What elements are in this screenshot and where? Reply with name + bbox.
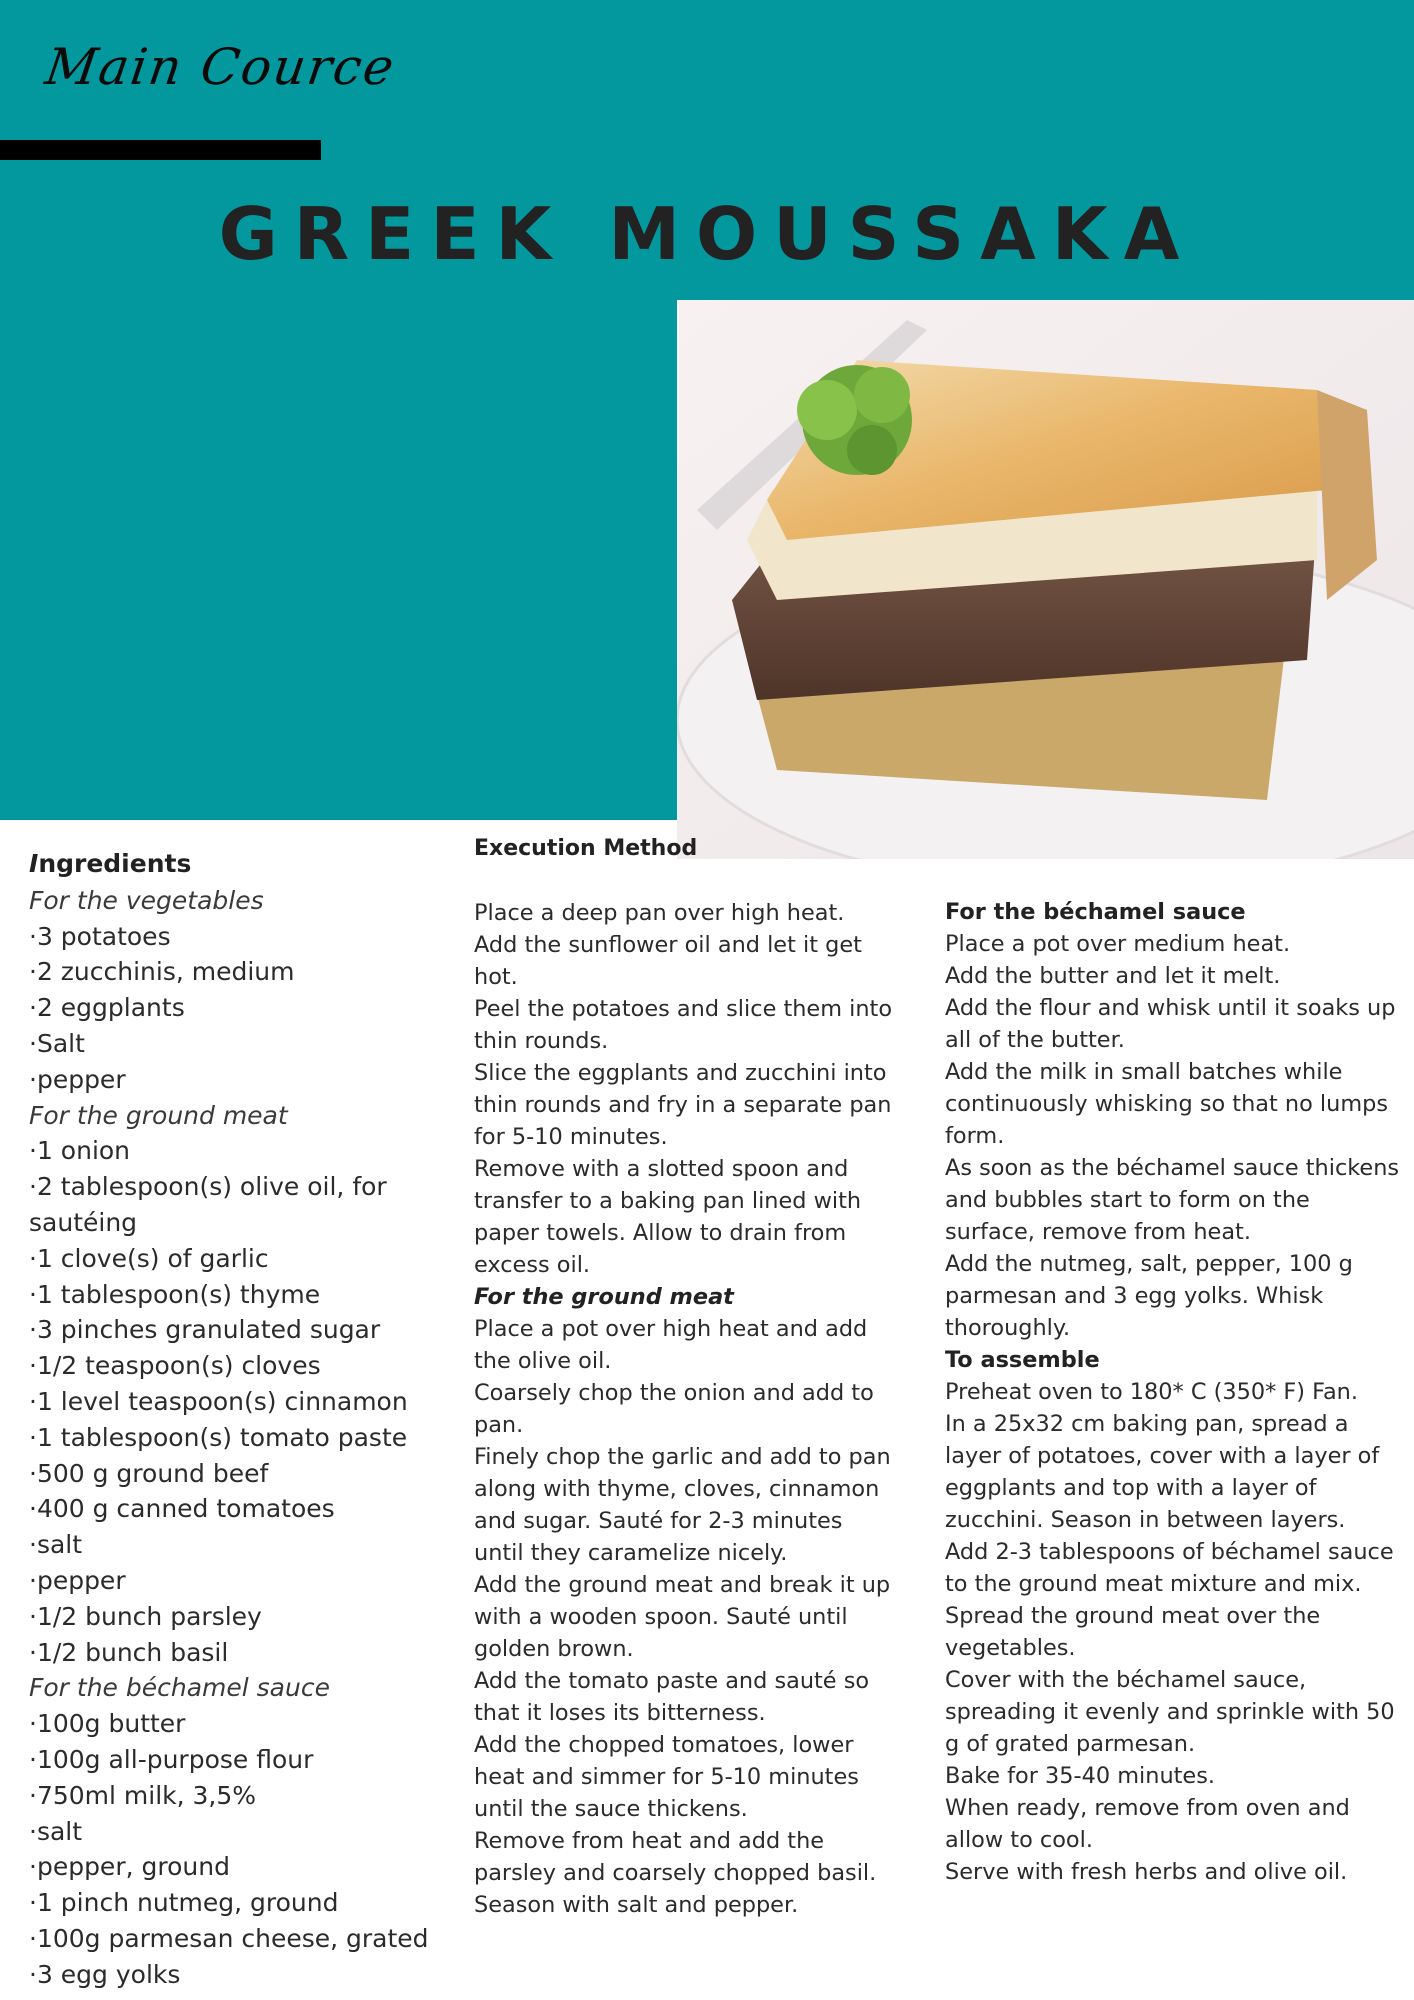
recipe-photo: [677, 300, 1414, 859]
method-column-middle: [474, 897, 894, 1921]
ingredient-item: ·1 tablespoon(s) tomato paste: [29, 1422, 408, 1452]
method-column-right: [945, 896, 1405, 1888]
method-step: Slice the eggplants and zucchini into thin rounds and fry in a separate pan for 5-10 minutes.: [474, 1060, 892, 1150]
ingredient-item: ·2 tablespoon(s) olive oil, for sautéing: [29, 1172, 387, 1237]
method-step: In a 25x32 cm baking pan, spread a layer of potatoes, cover with a layer of eggplants and top with a layer of zucchini. Season in between layers.: [945, 1411, 1380, 1533]
method-step: Add the chopped tomatoes, lower heat and simmer for 5-10 minutes until the sauce thickens.: [474, 1732, 859, 1822]
method-step: Add the butter and let it melt.: [945, 963, 1281, 989]
method-subheading-bechamel: For the béchamel sauce: [945, 899, 1246, 925]
ingredient-item: ·1/2 bunch basil: [29, 1637, 229, 1667]
ingredient-item: ·1 tablespoon(s) thyme: [29, 1279, 321, 1309]
method-step: Preheat oven to 180* C (350* F) Fan.: [945, 1379, 1358, 1405]
ingredients-section-title: For the vegetables: [29, 885, 264, 915]
method-step: Remove from heat and add the parsley and coarsely chopped basil. Season with salt and pepper.: [474, 1828, 877, 1918]
method-subheading-ground-meat: For the ground meat: [474, 1284, 734, 1310]
method-step: Coarsely chop the onion and add to pan.: [474, 1380, 874, 1438]
ingredient-item: ·1 clove(s) of garlic: [29, 1243, 269, 1273]
method-subheading-assemble: To assemble: [945, 1347, 1100, 1373]
ingredient-item: ·500 g ground beef: [29, 1458, 269, 1488]
method-step: Place a deep pan over high heat.: [474, 900, 845, 926]
ingredients-column: [29, 846, 449, 1993]
method-step: Peel the potatoes and slice them into thin rounds.: [474, 996, 893, 1054]
ingredient-item: ·salt: [29, 1530, 83, 1560]
ingredient-item: ·400 g canned tomatoes: [29, 1494, 335, 1524]
method-step: Add the ground meat and break it up with a wooden spoon. Sauté until golden brown.: [474, 1572, 891, 1662]
ingredients-section-title: For the ground meat: [29, 1100, 288, 1130]
decorative-bar: [0, 140, 321, 160]
method-heading: Execution Method: [474, 836, 698, 861]
method-step: Finely chop the garlic and add to pan along with thyme, cloves, cinnamon and sugar. Sauté for 2-3 minutes until they caramelize nicely.: [474, 1444, 891, 1566]
header-band-left-panel: [0, 300, 677, 820]
method-step: Serve with fresh herbs and olive oil.: [945, 1859, 1348, 1885]
ingredient-item: ·3 egg yolks: [29, 1959, 181, 1989]
category-label: Main Cource: [41, 38, 400, 96]
method-step: Place a pot over high heat and add the olive oil.: [474, 1316, 868, 1374]
method-step: Add the flour and whisk until it soaks up all of the butter.: [945, 995, 1396, 1053]
method-step: Place a pot over medium heat.: [945, 931, 1291, 957]
method-step: Add the milk in small batches while continuously whisking so that no lumps form.: [945, 1059, 1389, 1149]
ingredient-item: ·Salt: [29, 1028, 85, 1058]
method-step: Add the sunflower oil and let it get hot.: [474, 932, 862, 990]
ingredient-item: ·pepper, ground: [29, 1852, 230, 1882]
ingredient-item: ·3 potatoes: [29, 921, 171, 951]
ingredients-heading: Ingredients: [29, 849, 192, 878]
ingredient-item: ·750ml milk, 3,5%: [29, 1780, 257, 1810]
ingredient-item: ·100g butter: [29, 1709, 186, 1739]
recipe-title: GREEK MOUSSAKA: [218, 192, 1196, 276]
ingredient-item: ·1/2 teaspoon(s) cloves: [29, 1351, 321, 1381]
ingredient-item: ·1 level teaspoon(s) cinnamon: [29, 1386, 408, 1416]
method-step: Add 2-3 tablespoons of béchamel sauce to the ground meat mixture and mix. Spread the ground meat over the vegetables.: [945, 1539, 1394, 1661]
ingredient-item: ·3 pinches granulated sugar: [29, 1315, 381, 1345]
ingredient-item: ·pepper: [29, 1565, 126, 1595]
method-step: Bake for 35-40 minutes.: [945, 1763, 1215, 1789]
method-step: Add the nutmeg, salt, pepper, 100 g parmesan and 3 egg yolks. Whisk thoroughly.: [945, 1251, 1353, 1341]
ingredient-item: ·1 onion: [29, 1136, 131, 1166]
ingredient-item: ·salt: [29, 1816, 83, 1846]
ingredient-item: ·pepper: [29, 1064, 126, 1094]
method-step: As soon as the béchamel sauce thickens and bubbles start to form on the surface, remove from heat.: [945, 1155, 1400, 1245]
moussaka-image-icon: [677, 300, 1414, 859]
ingredient-item: ·1 pinch nutmeg, ground: [29, 1888, 339, 1918]
method-step: Remove with a slotted spoon and transfer to a baking pan lined with paper towels. Allow to drain from excess oil.: [474, 1156, 862, 1278]
method-step: Add the tomato paste and sauté so that it loses its bitterness.: [474, 1668, 870, 1726]
ingredient-item: ·2 zucchinis, medium: [29, 957, 295, 987]
method-step: When ready, remove from oven and allow to cool.: [945, 1795, 1350, 1853]
ingredient-item: ·1/2 bunch parsley: [29, 1601, 262, 1631]
ingredient-item: ·2 eggplants: [29, 993, 185, 1023]
method-step: Cover with the béchamel sauce, spreading it evenly and sprinkle with 50 g of grated parmesan.: [945, 1667, 1395, 1757]
ingredient-item: ·100g all-purpose flour: [29, 1744, 314, 1774]
ingredients-section-title: For the béchamel sauce: [29, 1673, 330, 1703]
ingredient-item: ·100g parmesan cheese, grated: [29, 1923, 429, 1953]
